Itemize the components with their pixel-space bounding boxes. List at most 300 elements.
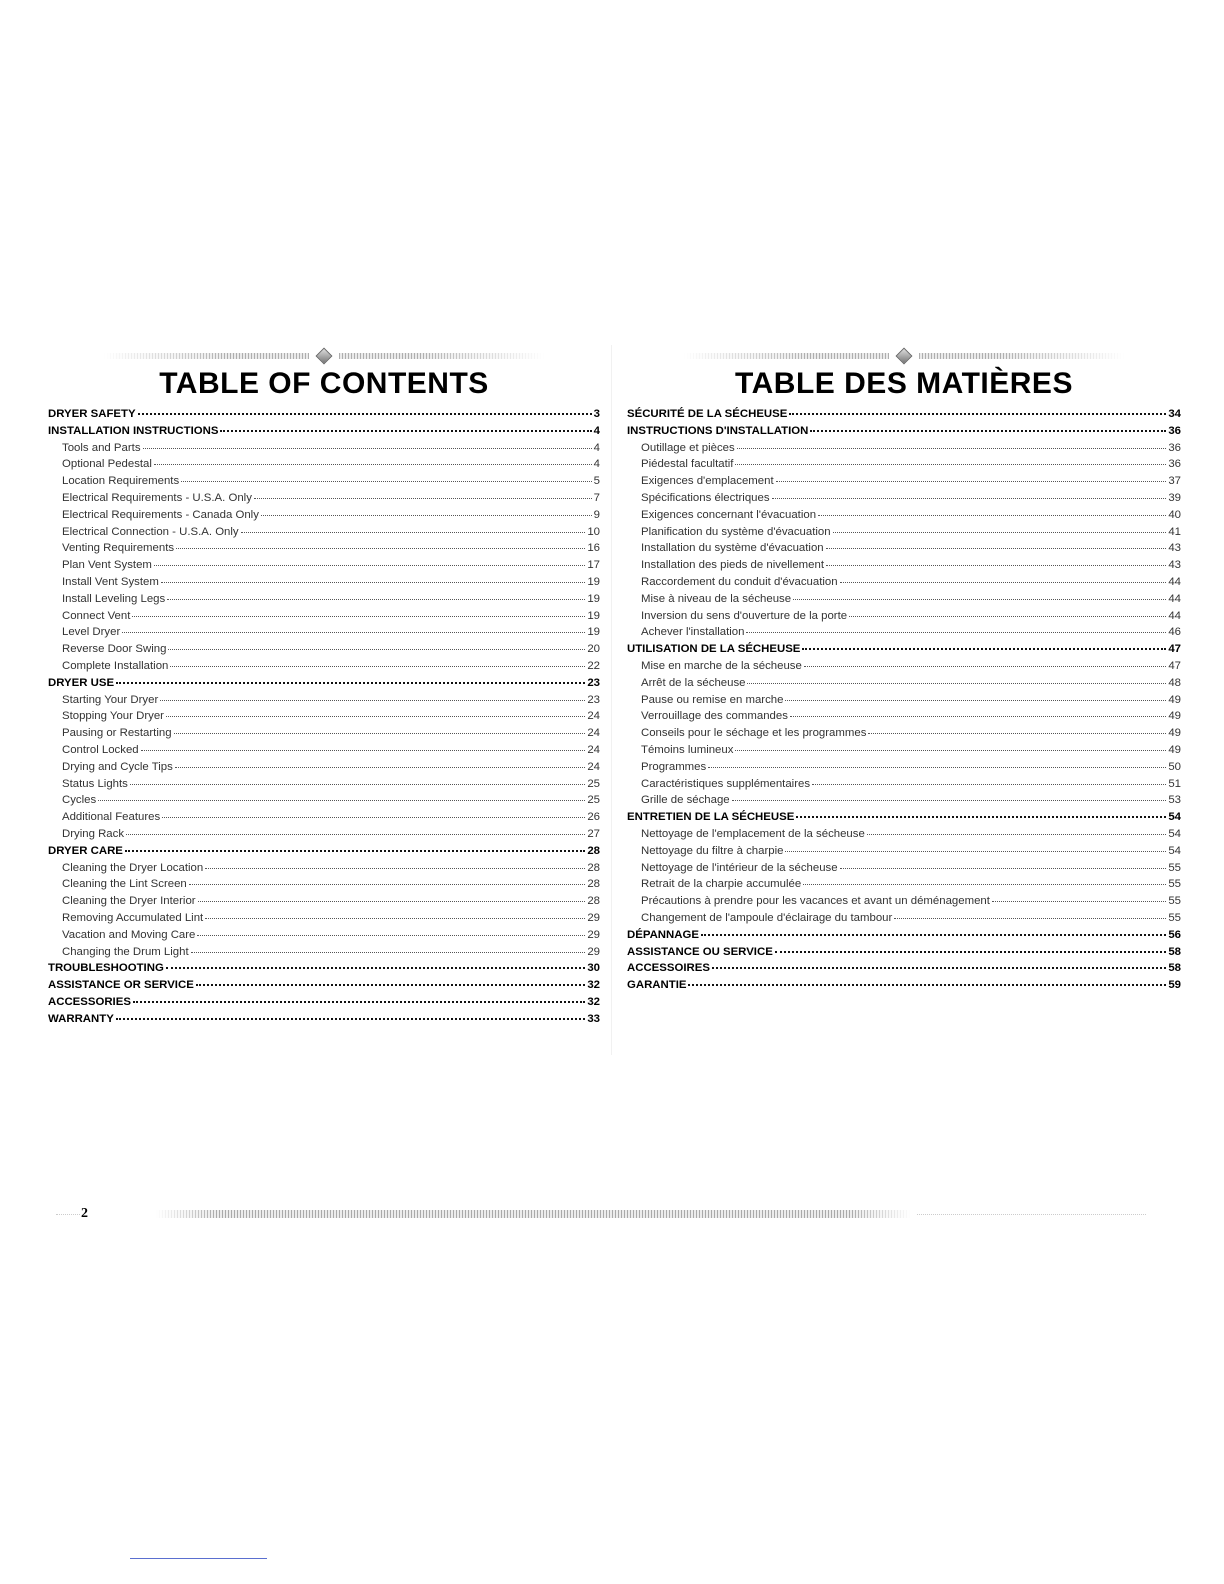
toc-entry-label: Installation du système d'évacuation [641, 542, 824, 555]
toc-subsection-entry[interactable] [48, 742, 600, 759]
toc-subsection-entry[interactable] [627, 540, 1181, 557]
toc-entry-label: Venting Requirements [62, 542, 175, 555]
page-footer [56, 1204, 1146, 1224]
dot-leader [840, 581, 1167, 583]
toc-entry-page-number: 54 [1168, 844, 1181, 857]
dot-leader [205, 867, 585, 869]
dot-leader [189, 883, 586, 885]
title-ornament [627, 350, 1181, 362]
toc-entry-label: Drying Rack [62, 827, 125, 840]
toc-entry-page-number: 29 [587, 928, 600, 941]
dot-leader [833, 531, 1167, 533]
dot-leader [116, 1017, 586, 1020]
toc-entry-page-number: 30 [587, 962, 600, 975]
dot-leader [772, 497, 1167, 499]
toc-entry-label: Level Dryer [62, 626, 121, 639]
ornament-bar-left [684, 353, 889, 359]
toc-subsection-entry[interactable] [627, 708, 1181, 725]
dot-leader [737, 447, 1167, 449]
toc-subsection-entry[interactable] [627, 507, 1181, 524]
toc-entry-label: Electrical Requirements - U.S.A. Only [62, 491, 252, 504]
dot-leader [174, 732, 586, 734]
toc-section-entry[interactable] [48, 843, 600, 860]
toc-entry-page-number: 32 [587, 995, 600, 1008]
toc-entry-label: Verrouillage des commandes [641, 710, 788, 723]
toc-section-entry[interactable] [48, 406, 600, 423]
toc-subsection-entry[interactable] [48, 440, 600, 457]
toc-entry-page-number: 51 [1168, 777, 1181, 790]
toc-entry-page-number: 49 [1168, 727, 1181, 740]
dot-leader [116, 681, 585, 684]
toc-entry-page-number: 22 [587, 659, 600, 672]
toc-entry-page-number: 25 [587, 794, 600, 807]
toc-entry-label: Cleaning the Lint Screen [62, 878, 187, 891]
toc-entry-label: Optional Pedestal [62, 458, 152, 471]
dot-leader [261, 514, 592, 516]
dot-leader [712, 966, 1166, 969]
toc-entry-page-number: 55 [1168, 911, 1181, 924]
toc-subsection-entry[interactable] [48, 725, 600, 742]
toc-subsection-entry[interactable] [627, 524, 1181, 541]
toc-entry-page-number: 28 [587, 878, 600, 891]
dot-leader [826, 547, 1167, 549]
dot-leader [220, 429, 591, 432]
dot-leader [849, 615, 1166, 617]
toc-entry-page-number: 40 [1168, 508, 1181, 521]
toc-entry-page-number: 36 [1168, 441, 1181, 454]
footer-rule-right [917, 1214, 1146, 1215]
toc-entry-page-number: 53 [1168, 794, 1181, 807]
toc-entry-page-number: 58 [1168, 962, 1181, 975]
toc-entry-page-number: 56 [1168, 928, 1181, 941]
toc-subsection-entry[interactable] [627, 574, 1181, 591]
toc-subsection-entry[interactable] [48, 692, 600, 709]
toc-subsection-entry[interactable] [627, 490, 1181, 507]
toc-entry-label: Install Leveling Legs [62, 592, 166, 605]
dot-leader [132, 615, 585, 617]
dot-leader [166, 715, 585, 717]
toc-subsection-entry[interactable] [627, 792, 1181, 809]
toc-entry-label: DÉPANNAGE [627, 928, 699, 941]
toc-entry-label: ASSISTANCE OU SERVICE [627, 945, 773, 958]
toc-entry-page-number: 43 [1168, 542, 1181, 555]
toc-subsection-entry[interactable] [48, 944, 600, 961]
toc-entry-page-number: 41 [1168, 525, 1181, 538]
toc-entry-label: Exigences d'emplacement [641, 475, 774, 488]
toc-entry-page-number: 3 [593, 408, 600, 420]
toc-subsection-entry[interactable] [48, 507, 600, 524]
toc-entry-page-number: 7 [593, 491, 600, 504]
toc-subsection-entry[interactable] [627, 893, 1181, 910]
dot-leader [812, 783, 1166, 785]
toc-entry-page-number: 5 [593, 475, 600, 488]
toc-entry-label: Removing Accumulated Lint [62, 911, 204, 924]
toc-entry-label: Outillage et pièces [641, 441, 735, 454]
toc-entry-page-number: 47 [1168, 643, 1181, 656]
toc-entry-page-number: 24 [587, 727, 600, 740]
toc-subsection-entry[interactable] [627, 826, 1181, 843]
toc-entry-page-number: 20 [587, 643, 600, 656]
dot-leader [154, 564, 585, 566]
title-ornament [48, 350, 600, 362]
toc-subsection-entry[interactable] [627, 473, 1181, 490]
toc-subsection-entry[interactable] [48, 860, 600, 877]
french-toc [627, 350, 1181, 994]
toc-subsection-entry[interactable] [627, 658, 1181, 675]
toc-entry-page-number: 59 [1168, 979, 1181, 992]
toc-section-entry[interactable] [48, 675, 600, 692]
toc-entry-label: INSTRUCTIONS D'INSTALLATION [627, 424, 809, 437]
toc-entry-page-number: 10 [587, 525, 600, 538]
toc-title: TABLE OF CONTENTS [159, 367, 489, 400]
dot-leader [161, 581, 585, 583]
toc-title: TABLE DES MATIÈRES [735, 367, 1073, 400]
toc-entry-label: ASSISTANCE OR SERVICE [48, 979, 194, 992]
toc-entry-label: Pause ou remise en marche [641, 693, 784, 706]
toc-subsection-entry[interactable] [48, 826, 600, 843]
toc-entry-label: Control Locked [62, 743, 139, 756]
toc-entry-label: Cycles [62, 794, 97, 807]
dot-leader [125, 849, 585, 852]
toc-entry-page-number: 55 [1168, 878, 1181, 891]
toc-subsection-entry[interactable] [48, 792, 600, 809]
toc-entry-page-number: 24 [587, 710, 600, 723]
toc-subsection-entry[interactable] [48, 624, 600, 641]
dot-leader [162, 816, 585, 818]
toc-section-entry[interactable] [48, 1011, 600, 1028]
toc-entry-page-number: 17 [587, 559, 600, 572]
dot-leader [133, 1000, 585, 1003]
toc-entry-page-number: 58 [1168, 945, 1181, 958]
dot-leader [170, 665, 585, 667]
toc-entry-label: Précautions à prendre pour les vacances et avant un déménagement [641, 895, 990, 908]
toc-entry-page-number: 37 [1168, 475, 1181, 488]
toc-subsection-entry[interactable] [627, 692, 1181, 709]
page-number: 2 [81, 1206, 88, 1221]
toc-entry-label: Conseils pour le séchage et les programmes [641, 727, 867, 740]
toc-entry-label: Location Requirements [62, 475, 180, 488]
dot-leader [191, 951, 586, 953]
ornament-bar-right [919, 353, 1124, 359]
toc-section-entry[interactable] [627, 944, 1181, 961]
toc-entry-label: Vacation and Moving Care [62, 928, 196, 941]
toc-entry-label: Tools and Parts [62, 441, 141, 454]
toc-entry-page-number: 4 [593, 441, 600, 454]
dot-leader [810, 429, 1166, 432]
toc-entry-label: Drying and Cycle Tips [62, 760, 173, 773]
column-divider [611, 345, 612, 1055]
toc-entry-page-number: 16 [587, 542, 600, 555]
toc-subsection-entry[interactable] [627, 675, 1181, 692]
toc-subsection-entry[interactable] [627, 860, 1181, 877]
dot-leader [167, 598, 585, 600]
footer-ornament-bar [156, 1210, 911, 1218]
toc-section-entry[interactable] [627, 423, 1181, 440]
toc-subsection-entry[interactable] [627, 910, 1181, 927]
toc-entry-label: Changement de l'ampoule d'éclairage du tambour [641, 911, 893, 924]
toc-section-entry[interactable] [48, 423, 600, 440]
dot-leader [803, 883, 1166, 885]
toc-subsection-entry[interactable] [48, 893, 600, 910]
toc-entry-label: Electrical Connection - U.S.A. Only [62, 525, 239, 538]
toc-entry-page-number: 44 [1168, 575, 1181, 588]
toc-entry-label: Status Lights [62, 777, 128, 790]
toc-entry-page-number: 36 [1168, 424, 1181, 437]
toc-entry-label: Caractéristiques supplémentaires [641, 777, 811, 790]
toc-subsection-entry[interactable] [48, 574, 600, 591]
scan-edge-line [130, 1558, 267, 1559]
dot-leader [785, 850, 1166, 852]
dot-leader [790, 715, 1166, 717]
dot-leader [867, 833, 1167, 835]
toc-entry-label: Starting Your Dryer [62, 693, 159, 706]
dot-leader [732, 799, 1167, 801]
toc-entry-label: Cleaning the Dryer Interior [62, 895, 196, 908]
toc-section-entry[interactable] [627, 641, 1181, 658]
toc-entry-label: Cleaning the Dryer Location [62, 861, 204, 874]
toc-list-english [48, 406, 600, 1027]
toc-subsection-entry[interactable] [627, 624, 1181, 641]
toc-entry-label: TROUBLESHOOTING [48, 962, 164, 975]
toc-entry-label: Arrêt de la sécheuse [641, 676, 746, 689]
toc-entry-page-number: 24 [587, 743, 600, 756]
toc-entry-label: Nettoyage de l'emplacement de la sécheuse [641, 827, 865, 840]
dot-leader [141, 749, 586, 751]
toc-subsection-entry[interactable] [627, 725, 1181, 742]
dot-leader [701, 933, 1166, 936]
dot-leader [804, 665, 1167, 667]
toc-subsection-entry[interactable] [48, 876, 600, 893]
dot-leader [197, 934, 585, 936]
toc-entry-page-number: 46 [1168, 626, 1181, 639]
toc-entry-label: Plan Vent System [62, 559, 152, 572]
toc-section-entry[interactable] [48, 994, 600, 1011]
toc-entry-page-number: 4 [593, 458, 600, 471]
toc-subsection-entry[interactable] [48, 456, 600, 473]
toc-entry-page-number: 43 [1168, 559, 1181, 572]
dot-leader [688, 983, 1166, 986]
toc-subsection-entry[interactable] [48, 759, 600, 776]
dot-leader [747, 682, 1166, 684]
toc-entry-label: DRYER CARE [48, 844, 123, 857]
dot-leader [130, 783, 585, 785]
toc-list-french [627, 406, 1181, 994]
toc-entry-label: Nettoyage de l'intérieur de la sécheuse [641, 861, 838, 874]
toc-subsection-entry[interactable] [48, 641, 600, 658]
toc-entry-label: Inversion du sens d'ouverture de la porte [641, 609, 848, 622]
dot-leader [793, 598, 1166, 600]
toc-entry-label: Electrical Requirements - Canada Only [62, 508, 259, 521]
dot-leader [992, 900, 1166, 902]
toc-section-entry[interactable] [627, 809, 1181, 826]
toc-subsection-entry[interactable] [627, 456, 1181, 473]
toc-subsection-entry[interactable] [627, 742, 1181, 759]
toc-entry-page-number: 48 [1168, 676, 1181, 689]
toc-subsection-entry[interactable] [48, 927, 600, 944]
toc-entry-label: Additional Features [62, 811, 161, 824]
toc-entry-page-number: 28 [587, 895, 600, 908]
dot-leader [138, 412, 592, 415]
toc-entry-label: Spécifications électriques [641, 491, 770, 504]
dot-leader [126, 833, 585, 835]
toc-entry-label: SÉCURITÉ DE LA SÉCHEUSE [627, 408, 788, 420]
dot-leader [785, 699, 1166, 701]
toc-entry-label: DRYER USE [48, 676, 115, 689]
toc-subsection-entry[interactable] [48, 524, 600, 541]
footer-rule-left [56, 1214, 80, 1215]
toc-entry-page-number: 55 [1168, 895, 1181, 908]
toc-entry-page-number: 49 [1168, 710, 1181, 723]
toc-entry-label: Reverse Door Swing [62, 643, 167, 656]
dot-leader [840, 867, 1167, 869]
toc-entry-page-number: 19 [587, 592, 600, 605]
toc-subsection-entry[interactable] [48, 776, 600, 793]
toc-subsection-entry[interactable] [48, 708, 600, 725]
toc-entry-page-number: 34 [1168, 408, 1181, 420]
toc-subsection-entry[interactable] [48, 910, 600, 927]
toc-entry-label: Mise à niveau de la sécheuse [641, 592, 792, 605]
dot-leader [789, 412, 1166, 415]
toc-subsection-entry[interactable] [627, 557, 1181, 574]
toc-entry-label: INSTALLATION INSTRUCTIONS [48, 424, 219, 437]
toc-entry-label: Raccordement du conduit d'évacuation [641, 575, 838, 588]
toc-entry-label: DRYER SAFETY [48, 408, 136, 420]
dot-leader [205, 917, 585, 919]
toc-entry-label: Achever l'installation [641, 626, 745, 639]
dot-leader [868, 732, 1166, 734]
dot-leader [775, 950, 1167, 953]
toc-entry-page-number: 44 [1168, 592, 1181, 605]
toc-entry-page-number: 28 [587, 844, 600, 857]
toc-entry-page-number: 39 [1168, 491, 1181, 504]
toc-subsection-entry[interactable] [48, 591, 600, 608]
dot-leader [796, 815, 1166, 818]
toc-entry-page-number: 19 [587, 575, 600, 588]
ornament-bar-left [104, 353, 309, 359]
toc-entry-page-number: 28 [587, 861, 600, 874]
toc-subsection-entry[interactable] [48, 557, 600, 574]
toc-subsection-entry[interactable] [48, 473, 600, 490]
english-toc [48, 350, 600, 1027]
dot-leader [143, 447, 592, 449]
toc-entry-page-number: 19 [587, 626, 600, 639]
toc-entry-label: Install Vent System [62, 575, 159, 588]
toc-entry-page-number: 47 [1168, 659, 1181, 672]
toc-entry-page-number: 24 [587, 760, 600, 773]
dot-leader [176, 547, 585, 549]
dot-leader [181, 480, 592, 482]
toc-subsection-entry[interactable] [627, 776, 1181, 793]
toc-subsection-entry[interactable] [627, 608, 1181, 625]
toc-entry-label: ACCESSOIRES [627, 962, 710, 975]
toc-entry-label: UTILISATION DE LA SÉCHEUSE [627, 643, 801, 656]
toc-entry-page-number: 54 [1168, 811, 1181, 824]
toc-section-entry[interactable] [627, 977, 1181, 994]
toc-entry-page-number: 23 [587, 676, 600, 689]
dot-leader [802, 647, 1166, 650]
dot-leader [166, 966, 586, 969]
dot-leader [735, 463, 1166, 465]
dot-leader [254, 497, 592, 499]
toc-section-entry[interactable] [48, 977, 600, 994]
toc-entry-label: Stopping Your Dryer [62, 710, 164, 723]
dot-leader [241, 531, 586, 533]
toc-entry-page-number: 49 [1168, 693, 1181, 706]
toc-entry-page-number: 9 [593, 508, 600, 521]
toc-entry-label: Installation des pieds de nivellement [641, 559, 824, 572]
toc-entry-label: Exigences concernant l'évacuation [641, 508, 817, 521]
toc-entry-label: Connect Vent [62, 609, 131, 622]
toc-entry-page-number: 55 [1168, 861, 1181, 874]
toc-entry-label: ACCESSORIES [48, 995, 131, 1008]
dot-leader [196, 983, 586, 986]
toc-section-entry[interactable] [627, 927, 1181, 944]
toc-entry-label: Changing the Drum Light [62, 945, 189, 958]
toc-entry-page-number: 27 [587, 827, 600, 840]
toc-subsection-entry[interactable] [627, 591, 1181, 608]
toc-entry-label: ENTRETIEN DE LA SÉCHEUSE [627, 811, 795, 824]
toc-section-entry[interactable] [627, 406, 1181, 423]
toc-entry-page-number: 23 [587, 693, 600, 706]
toc-entry-page-number: 44 [1168, 609, 1181, 622]
toc-entry-label: Témoins lumineux [641, 743, 734, 756]
toc-entry-label: GARANTIE [627, 979, 687, 992]
toc-subsection-entry[interactable] [627, 759, 1181, 776]
toc-entry-label: Grille de séchage [641, 794, 730, 807]
toc-subsection-entry[interactable] [48, 540, 600, 557]
toc-entry-label: Retrait de la charpie accumulée [641, 878, 802, 891]
toc-subsection-entry[interactable] [627, 843, 1181, 860]
toc-subsection-entry[interactable] [627, 440, 1181, 457]
toc-entry-page-number: 19 [587, 609, 600, 622]
dot-leader [818, 514, 1166, 516]
dot-leader [160, 699, 585, 701]
dot-leader [122, 631, 585, 633]
dot-leader [708, 766, 1166, 768]
toc-entry-page-number: 29 [587, 945, 600, 958]
toc-entry-page-number: 33 [587, 1012, 600, 1025]
toc-entry-label: Planification du système d'évacuation [641, 525, 831, 538]
toc-subsection-entry[interactable] [48, 809, 600, 826]
toc-entry-page-number: 50 [1168, 760, 1181, 773]
toc-entry-page-number: 26 [587, 811, 600, 824]
toc-entry-page-number: 49 [1168, 743, 1181, 756]
dot-leader [198, 900, 586, 902]
toc-entry-page-number: 29 [587, 911, 600, 924]
toc-subsection-entry[interactable] [48, 658, 600, 675]
dot-leader [746, 631, 1166, 633]
diamond-icon [896, 348, 913, 365]
toc-subsection-entry[interactable] [48, 608, 600, 625]
toc-section-entry[interactable] [627, 960, 1181, 977]
toc-entry-label: Piédestal facultatif [641, 458, 734, 471]
dot-leader [776, 480, 1167, 482]
toc-entry-page-number: 4 [593, 424, 600, 437]
toc-entry-label: Nettoyage du filtre à charpie [641, 844, 784, 857]
dot-leader [168, 648, 585, 650]
dot-leader [175, 766, 586, 768]
toc-entry-label: Programmes [641, 760, 707, 773]
dot-leader [735, 749, 1166, 751]
toc-section-entry[interactable] [48, 960, 600, 977]
toc-subsection-entry[interactable] [48, 490, 600, 507]
toc-entry-label: Pausing or Restarting [62, 727, 172, 740]
dot-leader [894, 917, 1166, 919]
toc-entry-label: WARRANTY [48, 1012, 114, 1025]
toc-entry-page-number: 54 [1168, 827, 1181, 840]
toc-subsection-entry[interactable] [627, 876, 1181, 893]
toc-entry-label: Complete Installation [62, 659, 169, 672]
